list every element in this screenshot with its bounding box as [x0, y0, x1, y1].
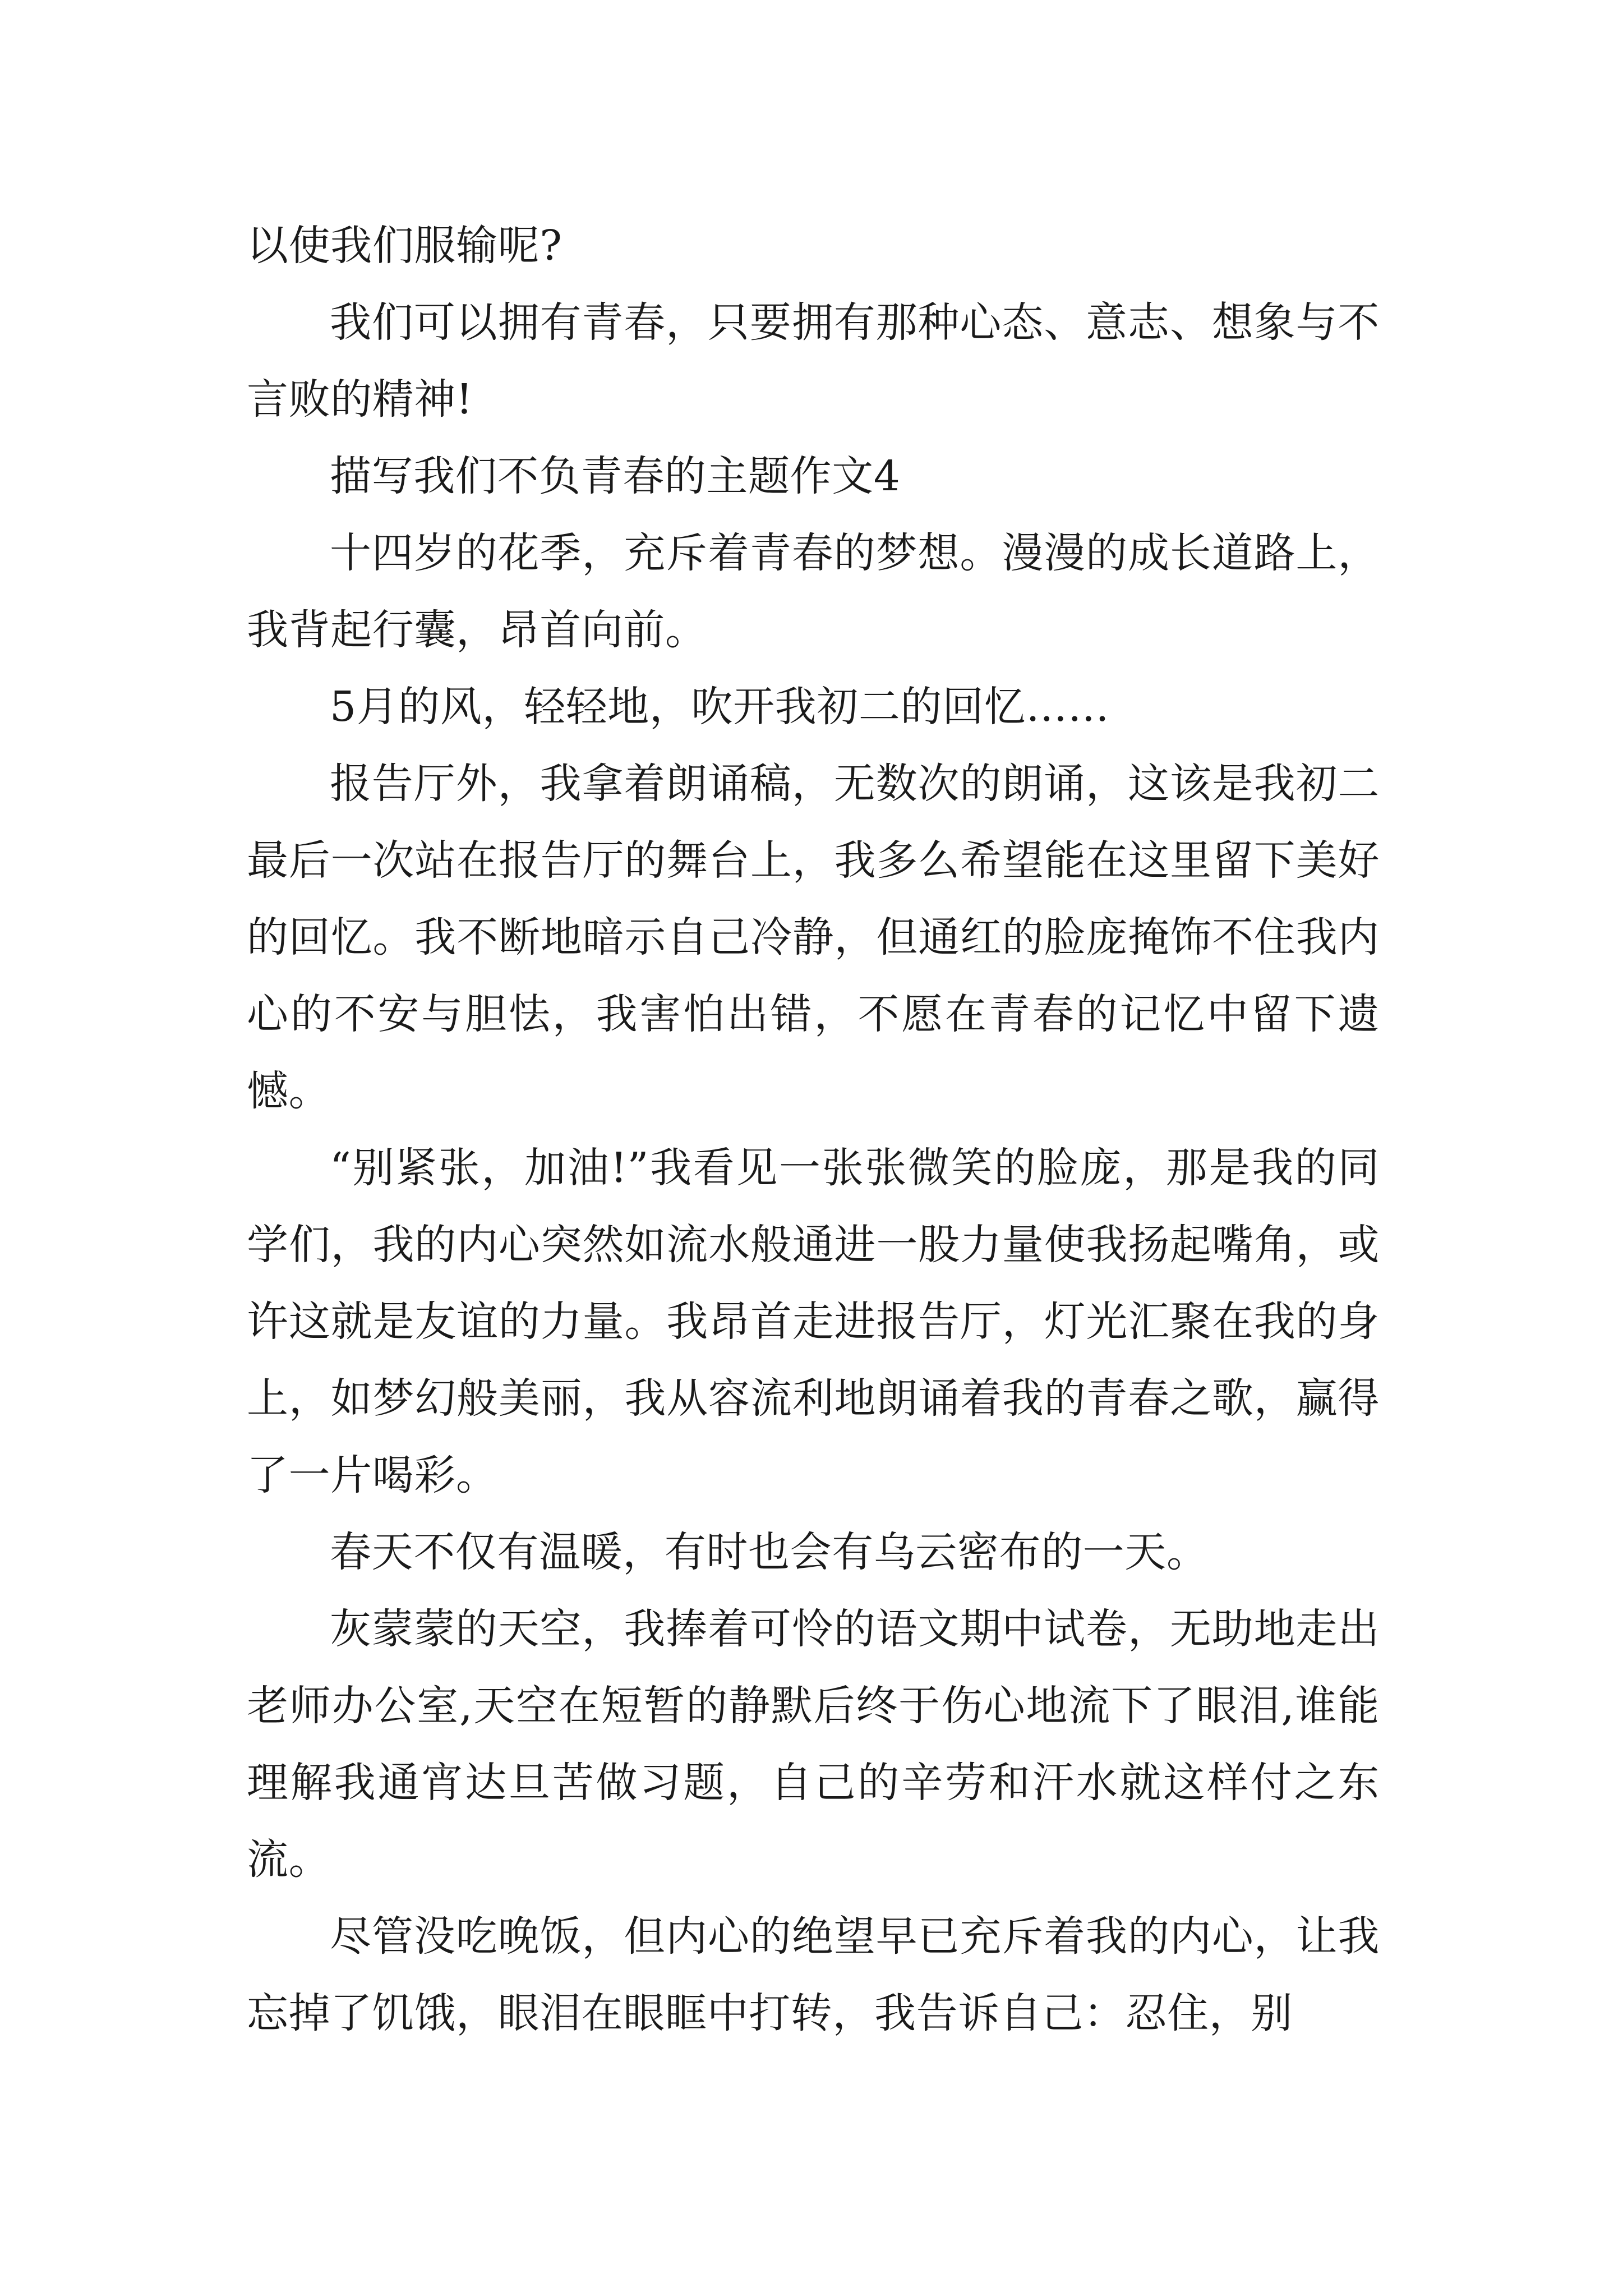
essay-heading: 描写我们不负青春的主题作文4: [330, 452, 901, 500]
paragraph: 十四岁的花季，充斥着青春的梦想。漫漫的成长道路上，我背起行囊，昂首向前。: [247, 529, 1380, 654]
paragraph: “别紧张，加油!”我看见一张张微笑的脸庞，那是我的同学们，我的内心突然如流水般通进一股力量使我扬起嘴角，或许这就是友谊的力量。我昂首走进报告厅，灯光汇聚在我的身上，如梦幻般美丽，我从容流利地朗诵着我的青春之歌，赢得了一片喝彩。: [247, 1144, 1380, 1499]
paragraph: 5月的风，轻轻地，吹开我初二的回忆……: [330, 683, 1110, 731]
document-body: [247, 208, 1380, 2052]
paragraph: 尽管没吃晚饭，但内心的绝望早已充斥着我的内心，让我忘掉了饥饿，眼泪在眼眶中打转，我告诉自己：忍住，别: [247, 1912, 1380, 2037]
paragraph: 我们可以拥有青春，只要拥有那种心态、意志、想象与不言败的精神!: [247, 298, 1380, 424]
paragraph: 灰蒙蒙的天空，我捧着可怜的语文期中试卷，无助地走出老师办公室,天空在短暂的静默后终于伤心地流下了眼泪,谁能理解我通宵达旦苦做习题，自己的辛劳和汗水就这样付之东流。: [247, 1605, 1380, 1884]
paragraph: 报告厅外，我拿着朗诵稿，无数次的朗诵，这该是我初二最后一次站在报告厅的舞台上，我多么希望能在这里留下美好的回忆。我不断地暗示自己冷静，但通红的脸庞掩饰不住我内心的不安与胆怯，我害怕出错，不愿在青春的记忆中留下遗憾。: [247, 760, 1380, 1115]
paragraph: 春天不仅有温暖，有时也会有乌云密布的一天。: [330, 1528, 1209, 1576]
paragraph: 以使我们服输呢?: [247, 222, 562, 270]
